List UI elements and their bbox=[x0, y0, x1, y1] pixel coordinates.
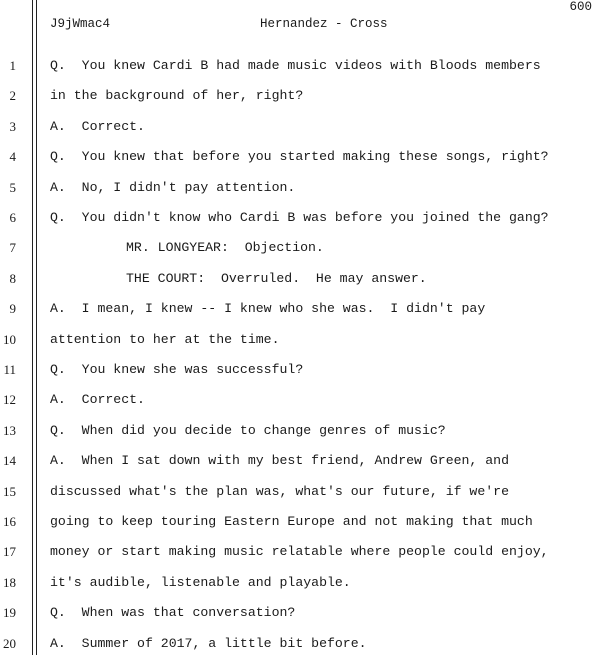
transcript-line bbox=[0, 362, 600, 382]
line-number: 6 bbox=[9, 210, 16, 225]
transcript-line bbox=[0, 119, 600, 139]
transcript-line bbox=[0, 240, 600, 260]
transcript-line bbox=[0, 453, 600, 473]
line-number: 16 bbox=[3, 514, 16, 529]
line-text: A. I mean, I knew -- I knew who she was. I didn't pay bbox=[50, 301, 486, 317]
case-id: J9jWmac4 bbox=[50, 17, 111, 31]
line-number: 19 bbox=[3, 605, 16, 621]
line-text: MR. LONGYEAR: Objection. bbox=[126, 240, 324, 256]
line-text: money or start making music relatable where people could enjoy, bbox=[50, 544, 549, 560]
line-number: 13 bbox=[3, 422, 16, 438]
line-text: Q. You knew that before you started making these songs, right? bbox=[50, 149, 549, 165]
transcript-line bbox=[0, 332, 600, 352]
line-number: 2 bbox=[9, 88, 16, 104]
line-text: Q. You knew Cardi B had made music videos with Bloods members bbox=[50, 58, 541, 73]
line-number: 12 bbox=[3, 392, 16, 408]
line-text: A. No, I didn't pay attention. bbox=[50, 179, 296, 195]
line-number: 9 bbox=[9, 301, 16, 317]
line-text: Q. You knew she was successful? bbox=[50, 362, 304, 377]
transcript-line bbox=[0, 636, 600, 656]
line-text: A. Summer of 2017, a little bit before. bbox=[50, 635, 367, 651]
line-text: A. Correct. bbox=[50, 118, 145, 134]
transcript-line bbox=[0, 180, 600, 200]
header-title: Hernandez - Cross bbox=[260, 17, 388, 31]
line-text: Q. You didn't know who Cardi B was before you joined the gang? bbox=[50, 210, 549, 225]
transcript-line bbox=[0, 484, 600, 504]
transcript-line bbox=[0, 392, 600, 412]
line-text: Q. When was that conversation? bbox=[50, 605, 296, 621]
line-number: 3 bbox=[9, 118, 16, 134]
transcript-line bbox=[0, 423, 600, 443]
line-number: 14 bbox=[3, 453, 16, 469]
page-header bbox=[50, 17, 590, 33]
line-number: 20 bbox=[3, 635, 16, 651]
line-number: 15 bbox=[3, 483, 16, 499]
line-text: it's audible, listenable and playable. bbox=[50, 574, 351, 590]
line-number: 11 bbox=[3, 362, 16, 377]
transcript-line bbox=[0, 58, 600, 78]
line-text: A. When I sat down with my best friend, Andrew Green, and bbox=[50, 453, 509, 469]
line-number: 7 bbox=[9, 240, 16, 256]
transcript-line bbox=[0, 514, 600, 534]
line-number: 18 bbox=[3, 574, 16, 590]
line-number: 1 bbox=[9, 58, 16, 73]
line-text: THE COURT: Overruled. He may answer. bbox=[126, 270, 427, 286]
transcript-line bbox=[0, 271, 600, 291]
transcript-line bbox=[0, 88, 600, 108]
line-text: in the background of her, right? bbox=[50, 88, 304, 104]
line-text: A. Correct. bbox=[50, 392, 145, 408]
page-number: 600 bbox=[569, 0, 592, 14]
line-text: Q. When did you decide to change genres of music? bbox=[50, 422, 446, 438]
line-number: 17 bbox=[3, 544, 16, 560]
transcript-line bbox=[0, 301, 600, 321]
transcript-line bbox=[0, 149, 600, 169]
line-number: 8 bbox=[9, 270, 16, 286]
line-number: 4 bbox=[9, 149, 16, 165]
line-text: discussed what's the plan was, what's our future, if we're bbox=[50, 483, 509, 499]
line-number: 5 bbox=[9, 179, 16, 195]
line-text: going to keep touring Eastern Europe and not making that much bbox=[50, 514, 533, 529]
transcript-line bbox=[0, 210, 600, 230]
transcript-line bbox=[0, 544, 600, 564]
transcript-line bbox=[0, 575, 600, 595]
line-number: 10 bbox=[3, 331, 16, 347]
line-text: attention to her at the time. bbox=[50, 331, 280, 347]
transcript-line bbox=[0, 605, 600, 625]
